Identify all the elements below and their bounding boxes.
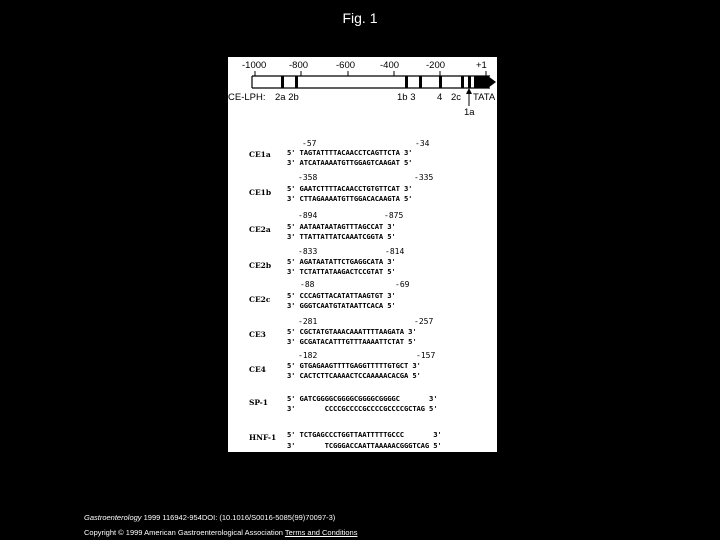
element-box-2b bbox=[295, 76, 298, 88]
sequence-strand-sense: 5' AATAATAATAGTTTAGCCAT 3' bbox=[287, 222, 396, 231]
sequence-strand-sense: 5' GAATCTTTTACAACCTGTGTTCAT 3' bbox=[287, 184, 413, 193]
map-label-2a-2b: 2a 2b bbox=[275, 92, 299, 103]
element-name: CE3 bbox=[249, 330, 266, 339]
element-box-tata bbox=[474, 76, 478, 88]
position-start: -358 bbox=[298, 173, 318, 182]
terms-and-conditions-link[interactable]: Terms and Conditions bbox=[284, 528, 358, 537]
sequence-strand-sense: 5' TAGTATTTTACAACCTCAGTTCTA 3' bbox=[287, 148, 413, 157]
scale-ticks bbox=[255, 71, 486, 76]
element-name: HNF-1 bbox=[249, 433, 277, 442]
position-start: -833 bbox=[298, 247, 318, 256]
element-name: CE2a bbox=[249, 225, 271, 234]
map-label-ce-lph: CE-LPH: bbox=[228, 92, 266, 103]
position-end: -875 bbox=[384, 211, 404, 220]
sequence-strand-sense: 5' CCCAGTTACATATTAAGTGT 3' bbox=[287, 291, 396, 300]
sequence-strand-antisense: 3' GGGTCAATGTATAATTCACA 5' bbox=[287, 301, 396, 310]
element-box-2c bbox=[461, 76, 464, 88]
figure-panel bbox=[228, 57, 497, 452]
map-label-1a: 1a bbox=[464, 107, 475, 118]
copyright-line bbox=[84, 528, 357, 537]
element-name: CE1a bbox=[249, 150, 271, 159]
element-name: CE4 bbox=[249, 365, 266, 374]
sequence-strand-sense: 5' GTGAGAAGTTTTGAGGTTTTTGTGCT 3' bbox=[287, 361, 421, 370]
position-end: -157 bbox=[416, 351, 436, 360]
position-start: -281 bbox=[298, 317, 318, 326]
sequence-strand-antisense: 3' TCTATTATAAGACTCCGTAT 5' bbox=[287, 267, 396, 276]
position-start: -894 bbox=[298, 211, 318, 220]
sequence-strand-sense: 5' GATCGGGGCGGGGCGGGGCGGGGC 3' bbox=[287, 394, 438, 403]
map-label-1b-3: 1b 3 bbox=[397, 92, 416, 103]
element-box-3 bbox=[419, 76, 422, 88]
element-name: CE1b bbox=[249, 188, 272, 197]
citation-doi: 1999 116942-954DOI: (10.1016/S0016-5085(99)70097-3) bbox=[141, 513, 336, 522]
position-end: -814 bbox=[385, 247, 405, 256]
element-boxes bbox=[281, 76, 478, 88]
element-box-1a bbox=[468, 76, 471, 88]
position-start: -57 bbox=[302, 139, 317, 148]
tick-label-minus-200: -200 bbox=[426, 60, 446, 71]
tick-label-minus-600: -600 bbox=[336, 60, 356, 71]
copyright-text: Copyright © 1999 American Gastroenterological Association bbox=[84, 528, 285, 537]
tick-label-minus-800: -800 bbox=[289, 60, 309, 71]
sequence-strand-antisense: 3' CTTAGAAAATGTTGGACACAAGTA 5' bbox=[287, 194, 413, 203]
sequence-strand-sense: 5' CGCTATGTAAACAAATTTTAAGATA 3' bbox=[287, 327, 417, 336]
sequence-strand-antisense: 3' ATCATAAAATGTTGGAGTCAAGAT 5' bbox=[287, 158, 413, 167]
position-end: -335 bbox=[414, 173, 434, 182]
tick-label-plus-1: +1 bbox=[476, 60, 487, 71]
element-box-1b bbox=[405, 76, 408, 88]
element-name: SP-1 bbox=[249, 398, 268, 407]
map-label-4: 4 bbox=[437, 92, 443, 103]
sequence-strand-antisense: 3' GCGATACATTTGTTTAAAATTCTAT 5' bbox=[287, 337, 417, 346]
map-label-2c: 2c bbox=[451, 92, 462, 103]
position-end: -69 bbox=[395, 280, 410, 289]
map-label-tata: TATA bbox=[473, 92, 496, 103]
position-start: -182 bbox=[298, 351, 318, 360]
citation-line bbox=[84, 513, 335, 522]
tick-label-minus-400: -400 bbox=[380, 60, 400, 71]
position-end: -34 bbox=[415, 139, 430, 148]
element-1a-pointer-head bbox=[466, 88, 472, 94]
position-end: -257 bbox=[414, 317, 434, 326]
sequence-strand-sense: 5' AGATAATATTCTGAGGCATA 3' bbox=[287, 257, 396, 266]
position-start: -88 bbox=[300, 280, 315, 289]
element-name: CE2b bbox=[249, 261, 272, 270]
tick-label-minus-1000: -1000 bbox=[242, 60, 267, 71]
sequence-strand-antisense: 3' TCGGGACCAATTAAAAACGGGTCAG 5' bbox=[287, 441, 442, 450]
sequence-strand-antisense: 3' TTATTATTATCAAATCGGTA 5' bbox=[287, 232, 396, 241]
journal-name: Gastroenterology bbox=[84, 513, 142, 522]
figure-title: Fig. 1 bbox=[342, 10, 378, 26]
element-box-2a bbox=[281, 76, 284, 88]
element-name: CE2c bbox=[249, 295, 271, 304]
sequence-strand-antisense: 3' CACTCTTCAAAACTCCAAAAACACGA 5' bbox=[287, 371, 421, 380]
element-box-4 bbox=[439, 76, 442, 88]
sequence-strand-sense: 5' TCTGAGCCCTGGTTAATTTTTGCCC 3' bbox=[287, 430, 442, 439]
sequence-strand-antisense: 3' CCCCGCCCCGCCCCGCCCCGCTAG 5' bbox=[287, 404, 438, 413]
transcription-arrow bbox=[478, 76, 496, 88]
